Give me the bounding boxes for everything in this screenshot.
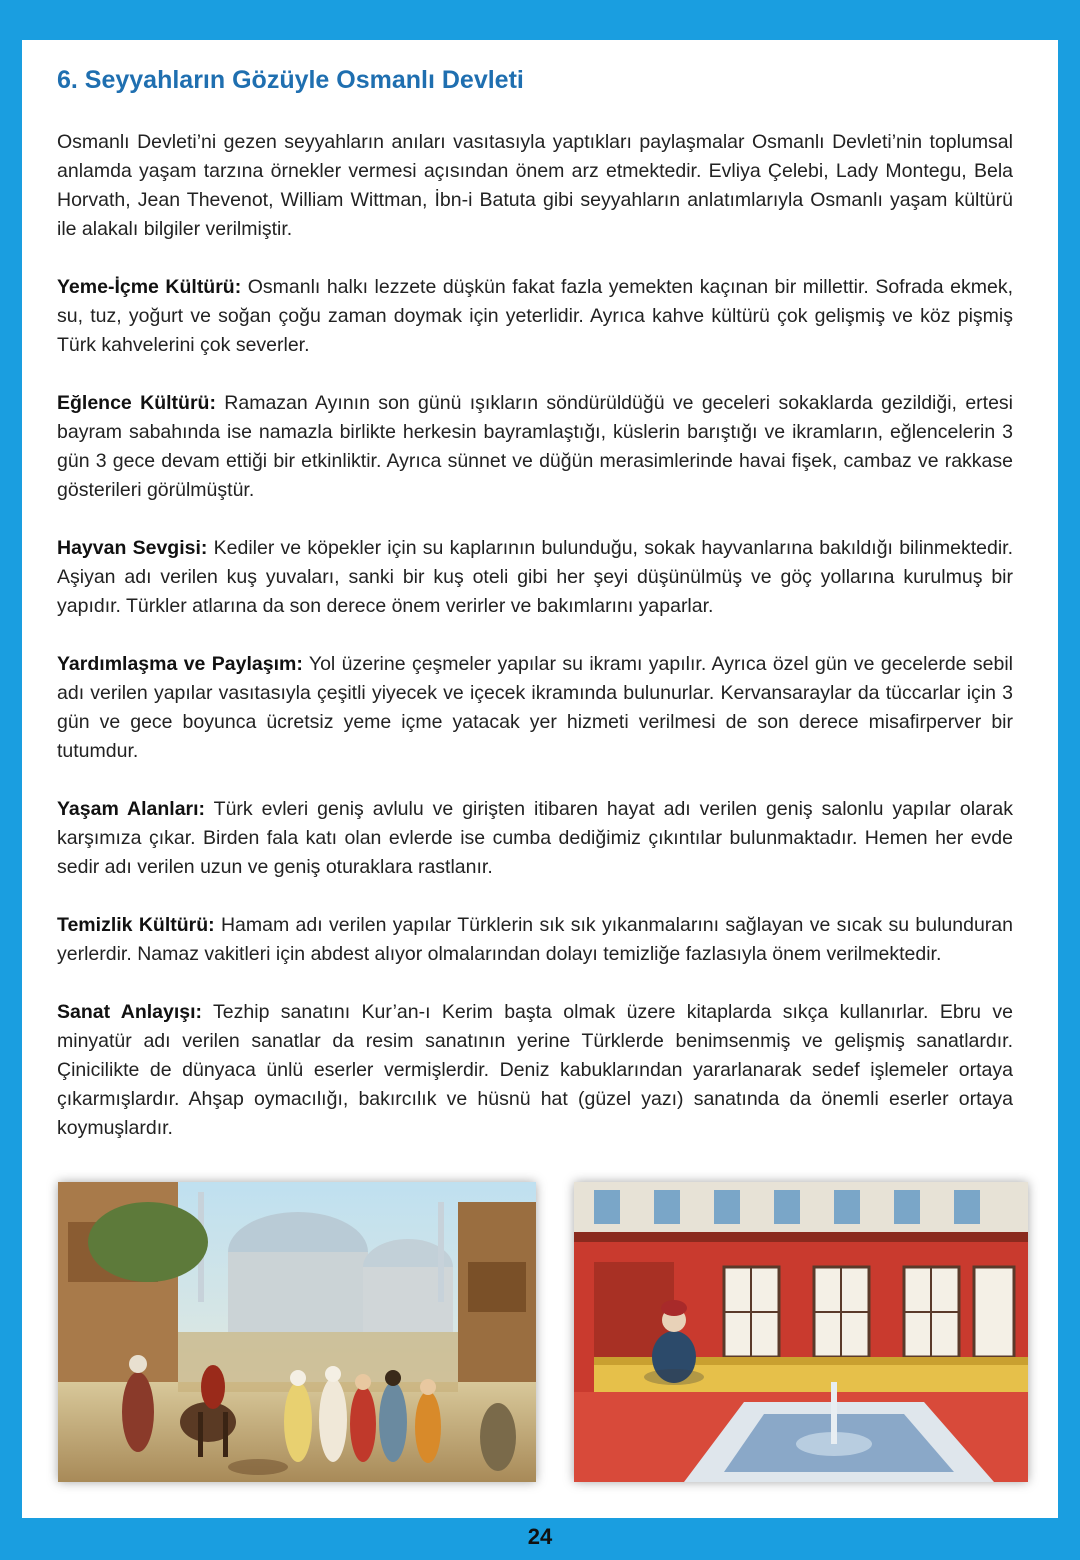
section-paragraph <box>57 273 1013 360</box>
section-heading: Yardımlaşma ve Paylaşım: <box>57 653 303 675</box>
section-paragraph <box>57 795 1013 882</box>
section-heading: Temizlik Kültürü: <box>57 914 215 936</box>
section-text: Osmanlı halkı lezzete düşkün fakat fazla yemekten kaçınan bir millettir. Sofrada ekmek, su, tuz, yoğurt ve soğan çoğu zaman doymak için yeterlidir. Ayrıca kahve kültürü çok gelişmiş ve köz pişmiş Türk kahvelerini çok severler. <box>57 276 1013 356</box>
section-heading: Sanat Anlayışı: <box>57 1001 203 1023</box>
page <box>22 40 1058 1518</box>
section-heading: Hayvan Sevgisi: <box>57 537 208 559</box>
section-paragraph <box>57 998 1013 1143</box>
section-paragraph <box>57 534 1013 621</box>
section-paragraph <box>57 650 1013 766</box>
section-paragraph <box>57 389 1013 505</box>
page-number: 24 <box>527 1524 553 1549</box>
section-heading: Yeme-İçme Kültürü: <box>57 276 242 298</box>
section-text: Ramazan Ayının son günü ışıkların söndürüldüğü ve geceleri sokaklarda gezildiği, ertesi bayram sabahında ise namazla birlikte herkesin bayramlaştığı, küslerin barıştığı ve ikramların, eğlencelerin 3 gün 3 gece devam ettiği bir etkinliktir. Ayrıca sünnet ve düğün merasimlerinde havai fişek, cambaz ve rakkase gösterileri görülmüştür. <box>57 392 1013 501</box>
intro-paragraph: Osmanlı Devleti’ni gezen seyyahların anıları vasıtasıyla yaptıkları paylaşmalar Osmanlı Devleti’nin toplumsal anlamda yaşam tarzına örnekler vermesi açısından önem arz etmektedir. Evliya Çelebi, Lady Montegu, Bela Horvath, Jean Thevenot, William Wittman, İbn-i Batuta gibi seyyahların anlatımlarıyla Osmanlı yaşam kültürü ile alakalı bilgiler verilmiştir. <box>57 131 1013 240</box>
section-text: Hamam adı verilen yapılar Türklerin sık sık yıkanmalarını sağlayan ve sıcak su bulunduran yerlerdir. Namaz vakitleri için abdest alıyor olmalarından dolayı temizliğe fazlasıyla önem verilmektedir. <box>57 914 1013 965</box>
page-title: 6. Seyyahların Gözüyle Osmanlı Devleti <box>57 66 524 94</box>
section-text: Yol üzerine çeşmeler yapılar su ikramı yapılır. Ayrıca özel gün ve gecelerde sebil adı verilen yapılar vasıtasıyla çeşitli yiyecek ve içecek ikramında bulunurlar. Kervansaraylar da tüccarlar için 3 gün ve gece boyunca ücretsiz yeme içme yatacak yer hizmeti verilmesi de son derece misafirperver bir tutumdur. <box>57 653 1013 762</box>
ottoman-room-painting-icon <box>574 1182 1028 1482</box>
section-heading: Eğlence Kültürü: <box>57 392 216 414</box>
section-text: Türk evleri geniş avlulu ve girişten itibaren hayat adı verilen geniş salonlu yapılar olarak karşımıza çıkar. Birden fala katı olan evlerde ise cumba dediğimiz çıkıntılar bulunmaktadır. Hemen her evde sedir adı verilen uzun ve geniş oturaklara rastlanır. <box>57 798 1013 878</box>
section-text: Tezhip sanatını Kur’an-ı Kerim başta olmak üzere kitaplarda sıkça kullanırlar. Ebru ve minyatür adı verilen sanatlar da resim sanatının yerine Türklerde benimsenmiş ve gelişmiş sanatlardır. Çinicilikte de dünyaca ünlü eserler vermişlerdir. Deniz kabuklarından yararlanarak sedef işlemeler ortaya çıkarmışlardır. Ahşap oymacılığı, bakırcılık ve hüsnü hat (güzel yazı) sanatında da önemli eserler ortaya koymuşlardır. <box>57 1001 1013 1139</box>
section-heading: Yaşam Alanları: <box>57 798 206 820</box>
section-text: Kediler ve köpekler için su kaplarının bulunduğu, sokak hayvanlarına bakıldığı bilinmektedir. Aşiyan adı verilen kuş yuvaları, sanki bir kuş oteli gibi her şeyi düşünülmüş ve göç yollarına kurulmuş bir yapıdır. Türkler atlarına da son derece önem verirler ve bakımlarını yaparlar. <box>57 537 1013 617</box>
section-paragraph <box>57 911 1013 969</box>
body-text <box>57 128 1013 1172</box>
bazaar-painting-icon <box>58 1182 536 1482</box>
